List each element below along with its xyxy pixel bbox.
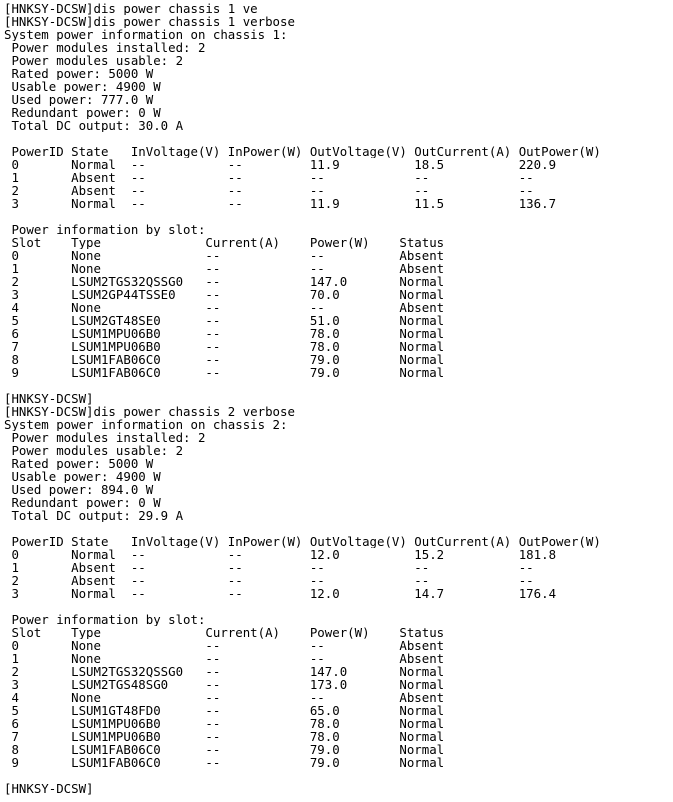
terminal-blank-line [4,379,673,392]
terminal-line: Power information by slot: [4,613,206,626]
terminal-line: 8 LSUM1FAB06C0 -- 79.0 Normal [4,743,445,756]
terminal-line: 2 Absent -- -- -- -- -- [4,574,534,587]
terminal-line: 3 LSUM2TGS48SG0 -- 173.0 Normal [4,678,445,691]
terminal-line: 3 Normal -- -- 11.9 11.5 136.7 [4,197,557,210]
terminal-line: 1 Absent -- -- -- -- -- [4,171,534,184]
terminal-line: System power information on chassis 1: [4,28,288,41]
terminal-line: 4 None -- -- Absent [4,301,445,314]
terminal-line: Rated power: 5000 W [4,67,154,80]
terminal-line: 7 LSUM1MPU06B0 -- 78.0 Normal [4,340,445,353]
terminal-line: 7 LSUM1MPU06B0 -- 78.0 Normal [4,730,445,743]
terminal-line: 2 Absent -- -- -- -- -- [4,184,534,197]
terminal-line: [HNKSY-DCSW]dis power chassis 2 verbose [4,405,295,418]
terminal-blank-line [4,769,673,782]
terminal-line: 5 LSUM2GT48SE0 -- 51.0 Normal [4,314,445,327]
terminal-line: Used power: 777.0 W [4,93,154,106]
terminal-line: PowerID State InVoltage(V) InPower(W) OutVoltage(V) OutCurrent(A) OutPower(W) [4,145,601,158]
terminal-output[interactable] [4,2,673,795]
terminal-line: Usable power: 4900 W [4,80,161,93]
terminal-line: 2 LSUM2TGS32QSSG0 -- 147.0 Normal [4,275,445,288]
terminal-line: 0 None -- -- Absent [4,249,445,262]
terminal-line: Power information by slot: [4,223,206,236]
terminal-line: Redundant power: 0 W [4,496,161,509]
terminal-line: 0 None -- -- Absent [4,639,445,652]
terminal-blank-line [4,522,673,535]
terminal-line: Rated power: 5000 W [4,457,154,470]
terminal-line: 8 LSUM1FAB06C0 -- 79.0 Normal [4,353,445,366]
terminal-line: 1 Absent -- -- -- -- -- [4,561,534,574]
terminal-line: 1 None -- -- Absent [4,262,445,275]
terminal-line: 0 Normal -- -- 11.9 18.5 220.9 [4,158,557,171]
terminal-line: Power modules installed: 2 [4,41,206,54]
terminal-line: 3 Normal -- -- 12.0 14.7 176.4 [4,587,557,600]
terminal-line: Slot Type Current(A) Power(W) Status [4,236,445,249]
terminal-line: 5 LSUM1GT48FD0 -- 65.0 Normal [4,704,445,717]
terminal-line: 6 LSUM1MPU06B0 -- 78.0 Normal [4,327,445,340]
terminal-line: Usable power: 4900 W [4,470,161,483]
terminal-line: Total DC output: 29.9 A [4,509,184,522]
terminal-blank-line [4,600,673,613]
terminal-line: 2 LSUM2TGS32QSSG0 -- 147.0 Normal [4,665,445,678]
terminal-line: 4 None -- -- Absent [4,691,445,704]
terminal-line: Power modules usable: 2 [4,54,184,67]
terminal-line: [HNKSY-DCSW]dis power chassis 1 ve [4,2,258,15]
terminal-line: 1 None -- -- Absent [4,652,445,665]
terminal-line: Redundant power: 0 W [4,106,161,119]
terminal-line: Power modules usable: 2 [4,444,184,457]
terminal-blank-line [4,132,673,145]
terminal-line: 9 LSUM1FAB06C0 -- 79.0 Normal [4,366,445,379]
terminal-line: System power information on chassis 2: [4,418,288,431]
terminal-line: Power modules installed: 2 [4,431,206,444]
terminal-line: 0 Normal -- -- 12.0 15.2 181.8 [4,548,557,561]
terminal-blank-line [4,210,673,223]
terminal-prompt-line: [HNKSY-DCSW] [4,782,94,795]
terminal-line: Total DC output: 30.0 A [4,119,184,132]
terminal-line: 6 LSUM1MPU06B0 -- 78.0 Normal [4,717,445,730]
terminal-line: PowerID State InVoltage(V) InPower(W) OutVoltage(V) OutCurrent(A) OutPower(W) [4,535,601,548]
terminal-line: 3 LSUM2GP44TSSE0 -- 70.0 Normal [4,288,445,301]
terminal-line: [HNKSY-DCSW] [4,392,94,405]
terminal-line: 9 LSUM1FAB06C0 -- 79.0 Normal [4,756,445,769]
terminal-line: Used power: 894.0 W [4,483,154,496]
terminal-line: [HNKSY-DCSW]dis power chassis 1 verbose [4,15,295,28]
terminal-line: Slot Type Current(A) Power(W) Status [4,626,445,639]
